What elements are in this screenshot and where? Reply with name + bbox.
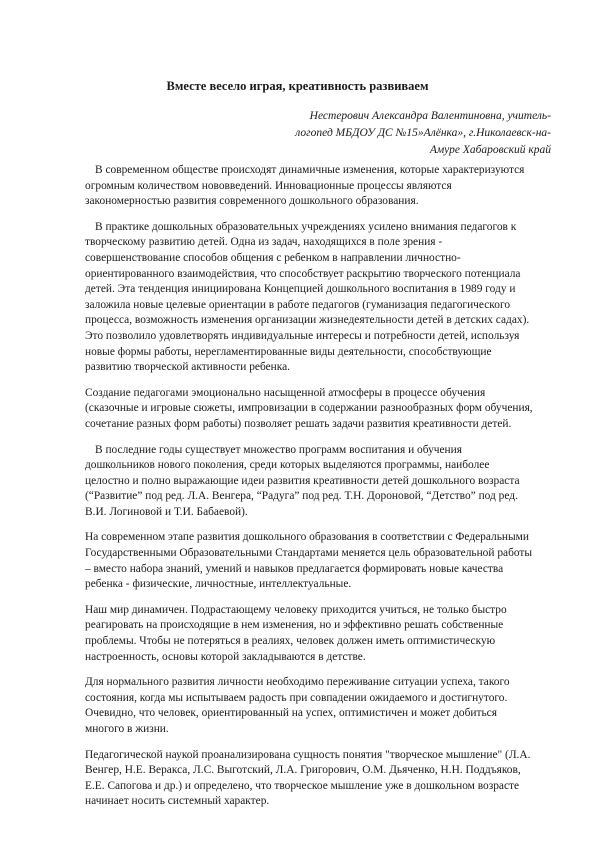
text-line: На современном этапе развития дошкольного образования в соответствии с Федеральными	[85, 531, 529, 544]
text-line: закономерностью развития современного дошкольного образования.	[85, 195, 419, 208]
paragraph	[85, 443, 553, 521]
text-line: реагировать на происходящие в нем изменения, но и эффективно решать собственные	[85, 619, 504, 632]
text-line: развитию творческой активности ребенка.	[85, 361, 291, 374]
paragraph	[85, 386, 553, 433]
text-line: Е.Е. Сапогова и др.) и определено, что творческое мышление уже в дошкольном возрасте	[85, 779, 520, 792]
text-line: В практике дошкольных образовательных учреждениях усилено внимания педагогов к	[95, 220, 517, 233]
author-line: логопед МБДОУ ДС №15»Алёнка», г.Николаевск-на-	[295, 127, 551, 139]
text-line: В.И. Логиновой и Т.И. Бабаевой).	[85, 505, 248, 518]
text-line: Наш мир динамичен. Подрастающему человеку приходится учиться, не только быстро	[85, 603, 507, 616]
text-line: целостно и полно выражающие идеи развития креативности детей дошкольного возраста	[85, 474, 520, 487]
text-line: Венгер, Н.Е. Веракса, Л.С. Выготский, Л.А. Григорович, О.М. Дьяченко, Н.Н. Поддъяков,	[85, 764, 521, 777]
author-block	[231, 108, 551, 159]
paragraph	[85, 675, 553, 737]
author-name: Нестерович Александра Валентиновна,	[309, 110, 505, 122]
document-body	[85, 163, 553, 820]
paragraph	[85, 603, 553, 665]
text-line: Для нормального развития личности необходимо переживание ситуации успеха, такого	[85, 676, 510, 689]
text-line: Педагогической наукой проанализирована сущность понятия "творческое мышление" (Л.А.	[85, 748, 531, 761]
text-line: – вместо набора знаний, умений и навыков предлагается формировать новые качества	[85, 562, 504, 575]
text-line: ориентированного взаимодействия, что способствует раскрытию творческого потенциала	[85, 267, 521, 280]
text-line: детей. Эта тенденция инициирована Концепцией дошкольного воспитания в 1989 году и	[85, 283, 516, 296]
text-line: Очевидно, что человек, ориентированный на успех, оптимистичен и может добиться	[85, 707, 497, 720]
text-line: проблемы. Чтобы не потеряться в реалиях, человек должен иметь оптимистическую	[85, 635, 496, 648]
text-line: многого в жизни.	[85, 723, 169, 735]
text-line: творческому развитию детей. Одна из задач, находящихся в поле зрения -	[85, 236, 443, 249]
author-line: Амуре Хабаровский край	[429, 144, 551, 156]
text-line: состояния, когда мы испытываем радость при совпадении ожидаемого и достигнутого.	[85, 691, 508, 704]
paragraph	[85, 530, 553, 592]
text-line: настроенность, основы которой закладываются в детстве.	[85, 650, 366, 663]
paragraph	[85, 748, 553, 810]
text-line: (сказочные и игровые сюжеты, импровизации в содержании разнообразных форм обучения,	[85, 402, 533, 415]
text-line: дошкольников нового поколения, среди которых выделяются программы, наиболее	[85, 459, 490, 472]
text-line: ребенка - физические, личностные, интеллектуальные.	[85, 578, 352, 591]
text-line: начинает носить системный характер.	[85, 795, 270, 808]
text-line: огромным количеством нововведений. Инновационные процессы являются	[85, 179, 452, 192]
text-line: заложила новые целевые ориентации в работе педагогов (гуманизация педагогического	[85, 298, 511, 311]
text-line: процесса, возможность изменения организации жизнедеятельности детей в детских садах).	[85, 314, 530, 327]
text-line: В современном обществе происходят динамичные изменения, которые характеризуются	[95, 164, 525, 176]
text-line: Государственными Образовательными Стандартами меняется цель образовательной работы	[85, 547, 533, 560]
text-line: совершенствование способов общения с ребенком в направлении личностно-	[85, 251, 461, 264]
author-line	[231, 108, 551, 125]
document-title: Вместе весело играя, креативность развиваем	[166, 79, 429, 93]
text-line: В последние годы существует множество программ воспитания и обучения	[95, 443, 462, 456]
text-line: Создание педагогами эмоционально насыщенной атмосферы в процессе обучения	[85, 386, 486, 399]
author-role: учитель-	[507, 110, 551, 122]
text-line: новые формы работы, нерегламентированные виды деятельности, способствующие	[85, 345, 492, 358]
text-line: (“Развитие” под ред. Л.А. Венгера, “Радуга” под ред. Т.Н. Дороновой, “Детство” под ред.	[85, 490, 518, 503]
paragraph	[85, 163, 553, 210]
text-line: сочетание разных форм работы) позволяет решать задачи развития креативности детей.	[85, 417, 512, 430]
paragraph	[85, 220, 553, 376]
text-line: Это позволило удовлетворять индивидуальные интересы и потребности детей, используя	[85, 329, 520, 342]
